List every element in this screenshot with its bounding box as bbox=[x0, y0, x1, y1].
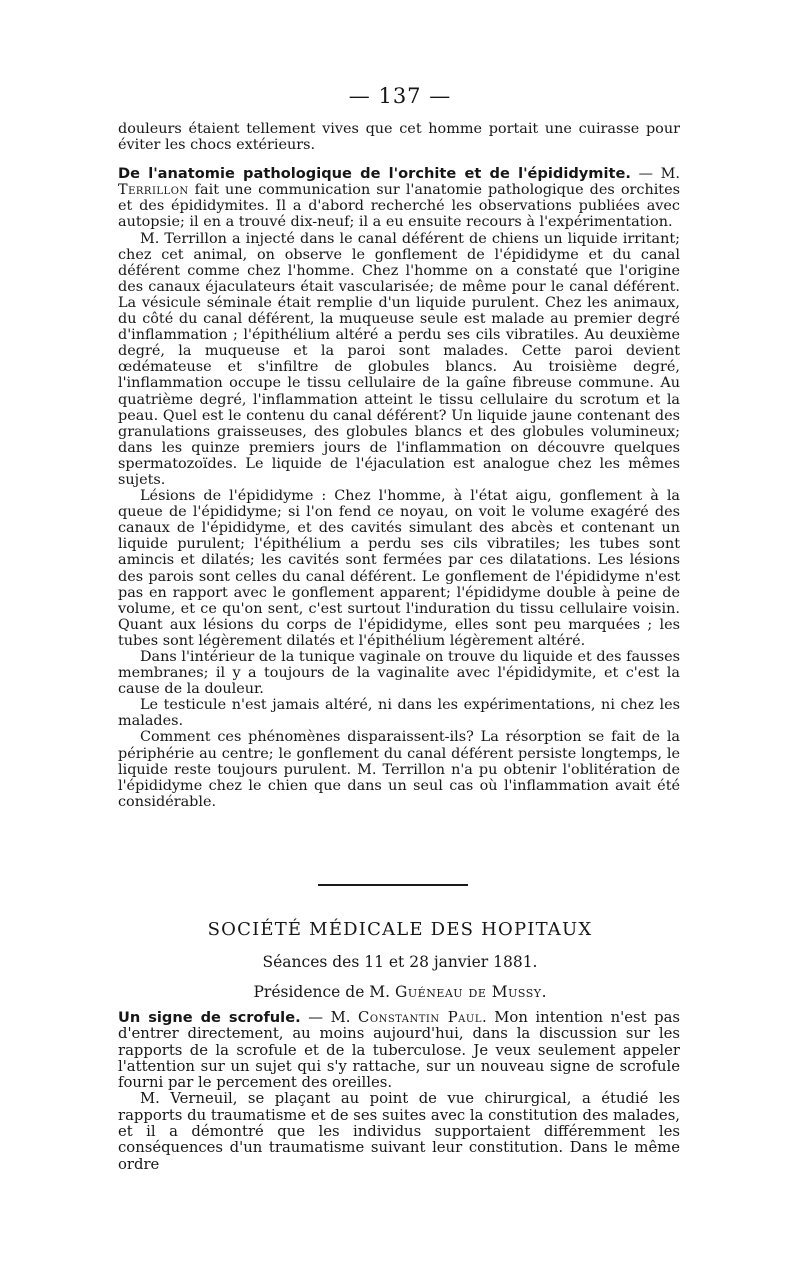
section-divider bbox=[318, 884, 468, 886]
section1-paragraph: Lésions de l'épididyme : Chez l'homme, à l'état aigu, gonflement à la queue de l'épididyme; si l'on fend ce noyau, on voit le volume exagéré des canaux de l'épididyme, et des cavités simulant des abcès et contenant un liquide purulent; l'épithélium a perdu ses cils vibratiles; les tubes sont amincis et dilatés; les cavités sont fermées par ces dilatations. Les lésions des parois sont celles du canal déférent. Le gonflement de l'épididyme n'est pas en rapport avec le gonflement apparent; l'épididyme double à peine de volume, et ce qu'on sent, c'est surtout l'induration du tissu cellulaire voisin. Quant aux lésions du corps de l'épididyme, elles sont peu marquées ; les tubes sont légèrement dilatés et l'épithélium légèrement altéré. bbox=[118, 488, 680, 649]
section2-opening-paragraph bbox=[118, 1010, 680, 1091]
section1-paragraph: Le testicule n'est jamais altéré, ni dans les expérimentations, ni chez les malades. bbox=[118, 697, 680, 730]
presidence-prefix: Présidence de M. bbox=[253, 983, 396, 1001]
presidence-line bbox=[0, 983, 800, 1001]
presidence-suffix: . bbox=[541, 983, 547, 1001]
section1-paragraph: M. Terrillon a injecté dans le canal déférent de chiens un liquide irritant; chez cet animal, on observe le gonflement de l'épididyme et du canal déférent comme chez l'homme. Chez l'homme on a constaté que l'origine des canaux éjaculateurs était vascularisée; de même pour le canal déférent. La vésicule séminale était remplie d'un liquide purulent. Chez les animaux, du côté du canal déférent, la muqueuse seule est malade au premier degré d'inflammation ; l'épithélium altéré a perdu ses cils vibratiles. Au deuxième degré, la muqueuse et la paroi sont malades. Cette paroi devient œdémateuse et s'infiltre de globules blancs. Au troisième degré, l'inflammation occupe le tissu cellulaire de la gaîne fibreuse commune. Au quatrième degré, l'inflammation atteint le tissu cellulaire du scrotum et la peau. Quel est le contenu du canal déférent? Un liquide jaune contenant des granulations graisseuses, des globules blancs et des globules volumineux; dans les quinze premiers jours de l'inflammation on découvre quelques spermatozoïdes. Le liquide de l'éjaculation est analogue chez les mêmes sujets. bbox=[118, 230, 680, 488]
section2-heading: Un signe de scrofule. bbox=[118, 1009, 301, 1026]
section2-paragraph: M. Verneuil, se plaçant au point de vue chirurgical, a étudié les rapports du traumatisme et de ses suites avec la constitution des malades, et il a démontré que les individus supportaient différemment les conséquences d'un traumatisme suivant leur constitution. Dans le même ordre bbox=[118, 1090, 680, 1173]
page-number: — 137 — bbox=[348, 84, 452, 108]
section2-dash: — M. bbox=[300, 1009, 359, 1026]
society-title: SOCIÉTÉ MÉDICALE DES HOPITAUX bbox=[207, 919, 593, 940]
article-orchite bbox=[118, 121, 680, 810]
section1-opening-text: fait une communication sur l'anatomie pathologique des orchites et des épididymites. Il a d'abord recherché les observations publiées avec autopsie; il en a trouvé dix-neuf; il a eu ensuite recours à l'expérimentation. bbox=[118, 182, 680, 231]
president-name: Guéneau de Mussy bbox=[395, 983, 542, 1001]
section2-opening-text: . Mon intention n'est pas d'entrer directement, au moins aujourd'hui, dans la discussion sur les rapports de la scrofule et de la tuberculose. Je veux seulement appeler l'attention sur un sujet qui s'y rattache, sur un nouveau signe de scrofule fourni par le percement des oreilles. bbox=[118, 1009, 680, 1092]
article-scrofule bbox=[118, 1010, 680, 1173]
section1-author: Terrillon bbox=[118, 182, 189, 199]
section1-opening-paragraph bbox=[118, 166, 680, 230]
section2-author: Constantin Paul bbox=[358, 1009, 482, 1026]
session-dates: Séances des 11 et 28 janvier 1881. bbox=[262, 953, 538, 971]
section1-dash: — M. bbox=[630, 166, 680, 183]
section1-paragraph: Comment ces phénomènes disparaissent-ils? La résorption se fait de la périphérie au centre; le gonflement du canal déférent persiste longtemps, le liquide reste toujours purulent. M. Terrillon n'a pu obtenir l'oblitération de l'épididyme chez le chien que dans un seul cas où l'inflammation avait été considérable. bbox=[118, 729, 680, 810]
section1-paragraph: Dans l'intérieur de la tunique vaginale on trouve du liquide et des fausses membranes; il y a toujours de la vaginalite avec l'épididymite, et c'est la cause de la douleur. bbox=[118, 649, 680, 698]
section1-heading: De l'anatomie pathologique de l'orchite et de l'épididymite. bbox=[118, 165, 631, 183]
intro-paragraph: douleurs étaient tellement vives que cet homme portait une cuirasse pour éviter les chocs extérieurs. bbox=[118, 121, 680, 154]
